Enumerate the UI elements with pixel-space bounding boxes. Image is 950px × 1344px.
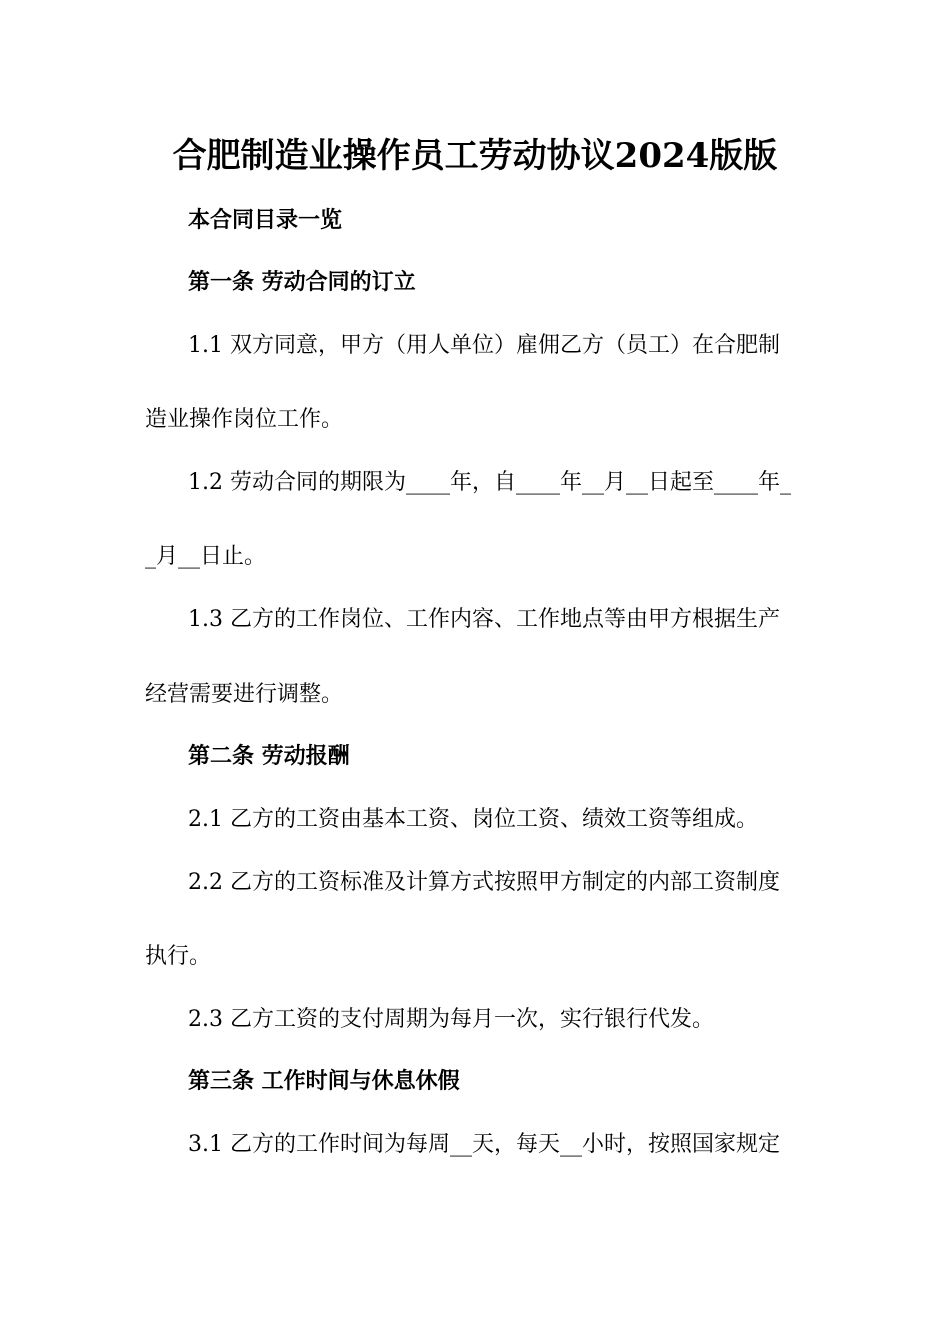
- toc-heading: 本合同目录一览: [188, 208, 343, 233]
- clause-2-2-continued: 执行。: [145, 944, 212, 969]
- clause-1-3-continued: 经营需要进行调整。: [145, 682, 344, 707]
- section-heading-2: 第二条 劳动报酬: [188, 744, 350, 769]
- document-title: 合肥制造业操作员工劳动协议2024版版: [172, 136, 778, 176]
- clause-1-1: 1.1 双方同意，甲方（用人单位）雇佣乙方（员工）在合肥制: [188, 333, 780, 358]
- clause-1-1-continued: 造业操作岗位工作。: [145, 407, 344, 432]
- clause-2-1: 2.1 乙方的工资由基本工资、岗位工资、绩效工资等组成。: [188, 807, 758, 832]
- clause-1-2-continued: _月__日止。: [145, 544, 267, 569]
- clause-1-3: 1.3 乙方的工作岗位、工作内容、工作地点等由甲方根据生产: [188, 607, 780, 632]
- clause-1-2: 1.2 劳动合同的期限为____年，自____年__月__日起至____年_: [188, 470, 791, 495]
- clause-2-2: 2.2 乙方的工资标准及计算方式按照甲方制定的内部工资制度: [188, 870, 780, 895]
- section-heading-3: 第三条 工作时间与休息休假: [188, 1069, 460, 1094]
- section-heading-1: 第一条 劳动合同的订立: [188, 270, 416, 295]
- clause-2-3: 2.3 乙方工资的支付周期为每月一次，实行银行代发。: [188, 1007, 714, 1032]
- clause-3-1: 3.1 乙方的工作时间为每周__天，每天__小时，按照国家规定: [188, 1132, 780, 1157]
